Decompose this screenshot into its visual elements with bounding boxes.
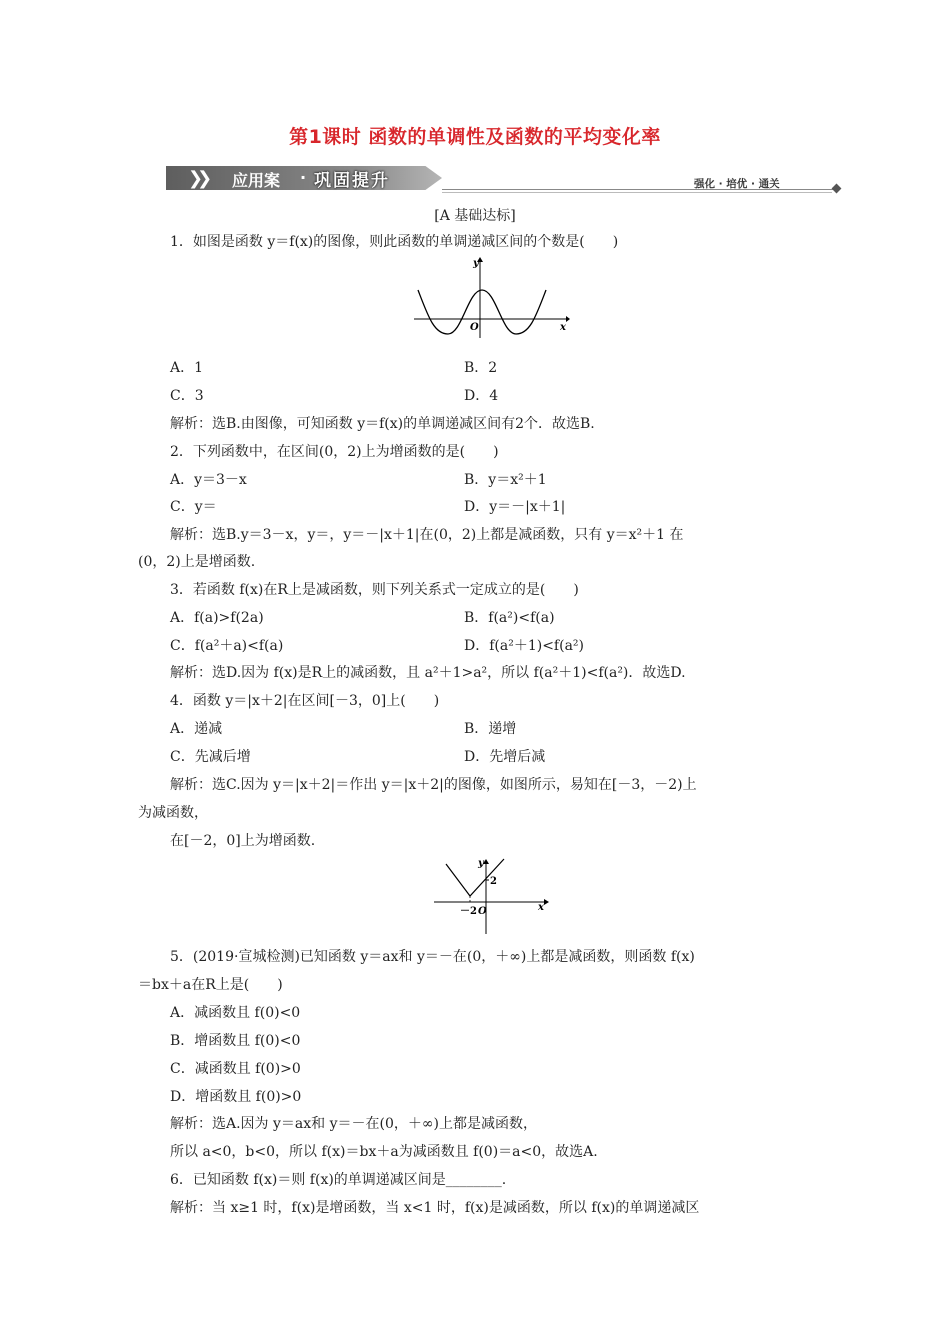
q3-option-c: C．f(a²＋a)<f(a) bbox=[170, 638, 284, 654]
question-5-stem-line-2: ＝bx＋a在R上是( ) bbox=[138, 977, 283, 993]
graph-1-y-label: y bbox=[473, 258, 479, 269]
question-1-stem: 1．如图是函数 y＝f(x)的图像，则此函数的单调递减区间的个数是( ) bbox=[170, 234, 619, 250]
q4-option-b: B．递增 bbox=[464, 721, 517, 737]
banner-rule-thin bbox=[442, 192, 832, 193]
q5-option-c: C．减函数且 f(0)>0 bbox=[170, 1061, 301, 1077]
graph-1-curve bbox=[418, 290, 546, 334]
q1-option-d: D．4 bbox=[464, 388, 499, 404]
page-title: 第1课时 函数的单调性及函数的平均变化率 bbox=[289, 126, 661, 148]
q2-option-b: B．y＝x²＋1 bbox=[464, 472, 547, 488]
graph-2-origin-label: O bbox=[478, 906, 487, 917]
q6-answer: 解析：当 x≥1 时，f(x)是增函数，当 x<1 时，f(x)是减函数，所以 f(x)的单调递减区 bbox=[170, 1200, 700, 1216]
banner-tagline: 强化 · 培优 · 通关 bbox=[694, 178, 780, 190]
q1-option-a: A．1 bbox=[170, 360, 204, 376]
graph-2-y-label: y bbox=[478, 858, 484, 869]
q2-answer-line-1: 解析：选B.y＝3－x，y＝，y＝－|x＋1|在(0，2)上都是减函数，只有 y＝x²＋1 在 bbox=[170, 527, 684, 543]
q2-option-c: C．y＝ bbox=[170, 499, 217, 515]
q4-option-d: D．先增后减 bbox=[464, 749, 546, 765]
q3-option-d: D．f(a²＋1)<f(a²) bbox=[464, 638, 584, 654]
q5-option-d: D．增函数且 f(0)>0 bbox=[170, 1089, 302, 1105]
graph-1-origin-label: O bbox=[470, 322, 479, 333]
q3-option-a: A．f(a)>f(2a) bbox=[170, 610, 264, 626]
graph-2-tick-2-label: 2 bbox=[490, 876, 497, 887]
q1-answer: 解析：选B.由图像，可知函数 y＝f(x)的单调递减区间有2个．故选B. bbox=[170, 416, 595, 432]
banner-label-left: 应用案 bbox=[232, 171, 281, 190]
q2-answer-line-2: (0，2)上是增函数. bbox=[138, 554, 256, 570]
section-banner bbox=[166, 164, 846, 194]
diamond-icon bbox=[832, 184, 842, 194]
chevron-right-icon: ❯❯ bbox=[188, 168, 207, 189]
graph-2-tick-neg2-label: －2 bbox=[460, 906, 477, 917]
q5-answer-line-2: 所以 a<0，b<0，所以 f(x)＝bx＋a为减函数且 f(0)＝a<0，故选A. bbox=[170, 1144, 598, 1160]
q5-option-a: A．减函数且 f(0)<0 bbox=[170, 1005, 301, 1021]
graph-1 bbox=[410, 254, 570, 340]
graph-2-x-arrow bbox=[544, 899, 549, 905]
question-6-stem: 6．已知函数 f(x)＝则 f(x)的单调递减区间是________. bbox=[170, 1172, 507, 1188]
q4-option-c: C．先减后增 bbox=[170, 749, 251, 765]
q1-option-c: C．3 bbox=[170, 388, 204, 404]
banner-label-right: 巩固提升 bbox=[314, 171, 390, 191]
q5-answer-line-1: 解析：选A.因为 y＝ax和 y＝－在(0，＋∞)上都是减函数， bbox=[170, 1116, 538, 1132]
q4-answer-line-2: 为减函数， bbox=[138, 805, 208, 821]
q2-option-d: D．y＝－|x＋1| bbox=[464, 499, 566, 515]
question-2-stem: 2．下列函数中，在区间(0，2)上为增函数的是( ) bbox=[170, 444, 499, 460]
q1-option-b: B．2 bbox=[464, 360, 498, 376]
q4-answer-line-3: 在[－2，0]上为增函数. bbox=[170, 833, 316, 849]
question-4-stem: 4．函数 y＝|x＋2|在区间[－3，0]上( ) bbox=[170, 693, 440, 709]
graph-2-x-label: x bbox=[538, 902, 544, 913]
question-5-stem-line-1: 5．(2019·宣城检测)已知函数 y＝ax和 y＝－在(0，＋∞)上都是减函数，则函数 f(x) bbox=[170, 949, 695, 965]
q3-answer: 解析：选D.因为 f(x)是R上的减函数，且 a²＋1>a²，所以 f(a²＋1)<f(a²)．故选D. bbox=[170, 665, 686, 681]
section-heading: [A 基础达标] bbox=[434, 208, 516, 224]
q2-option-a: A．y＝3－x bbox=[170, 472, 247, 488]
q5-option-b: B．增函数且 f(0)<0 bbox=[170, 1033, 301, 1049]
question-3-stem: 3．若函数 f(x)在R上是减函数，则下列关系式一定成立的是( ) bbox=[170, 582, 579, 598]
graph-2-y-arrow bbox=[483, 859, 489, 864]
banner-dot: · bbox=[300, 168, 307, 187]
graph-1-x-label: x bbox=[560, 322, 566, 333]
q3-option-b: B．f(a²)<f(a) bbox=[464, 610, 555, 626]
banner-rule bbox=[442, 189, 840, 190]
graph-2 bbox=[432, 854, 550, 936]
q4-option-a: A．递减 bbox=[170, 721, 223, 737]
graph-1-x-arrow bbox=[566, 316, 570, 322]
q4-answer-line-1: 解析：选C.因为 y＝|x＋2|＝作出 y＝|x＋2|的图像，如图所示，易知在[－3，－2)上 bbox=[170, 777, 697, 793]
